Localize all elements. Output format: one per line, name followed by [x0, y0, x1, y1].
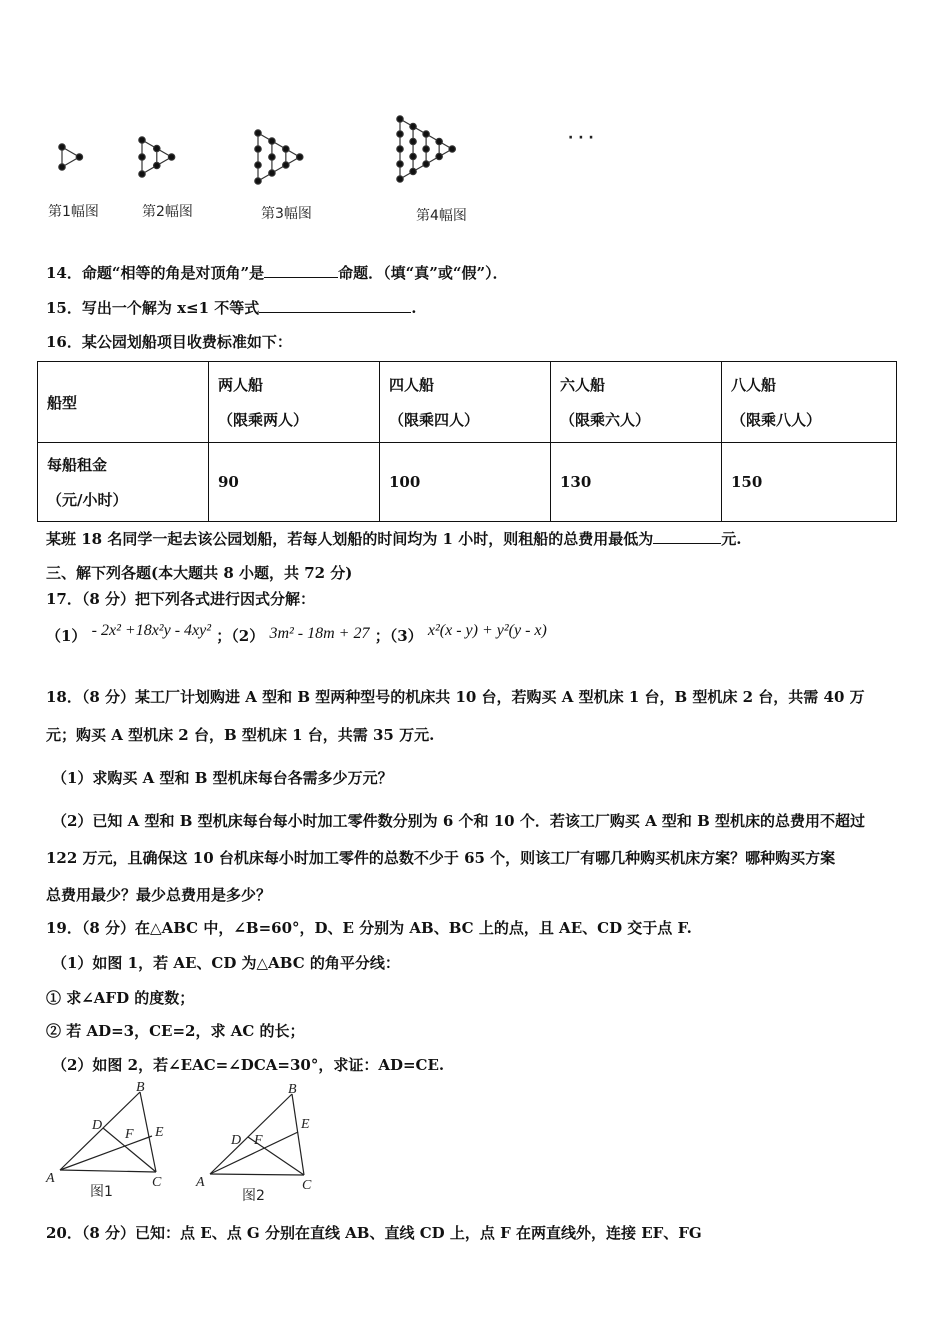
- label-E: E: [301, 1117, 310, 1132]
- figure-2-caption: 图2: [242, 1188, 265, 1204]
- pattern-dot: [139, 154, 145, 160]
- pattern-dot: [59, 144, 65, 150]
- pattern-dot: [139, 137, 145, 143]
- label-A: A: [196, 1175, 205, 1190]
- table-header-rent: 每船租金 （元/小时）: [38, 443, 209, 522]
- question-18-sub2-line2: 122 万元，且确保这 10 台机床每小时加工零件的总数不少于 65 个，则该工厂有哪几种购买机床方案？哪种购买方案: [46, 849, 836, 867]
- pattern-dot: [139, 171, 145, 177]
- triangle-figure-1: [40, 1078, 185, 1203]
- pattern-dot: [436, 153, 442, 159]
- question-19-line1: 19．（8 分）在△ABC 中，∠B=60°，D、E 分别为 AB、BC 上的点，且 AE、CD 交于点 F.: [46, 919, 692, 937]
- dot-pattern-figures: [40, 95, 640, 205]
- pattern-dot: [297, 154, 303, 160]
- pattern-dot: [397, 131, 403, 137]
- table-cell-price: 90: [209, 443, 380, 522]
- pattern-dot: [410, 168, 416, 174]
- pattern-dot: [410, 123, 416, 129]
- pattern-dot: [397, 176, 403, 182]
- pattern-dot: [168, 154, 174, 160]
- pattern-dot: [397, 146, 403, 152]
- question-18-sub1: （1）求购买 A 型和 B 型机床每台各需多少万元？: [52, 769, 393, 787]
- pattern-dot: [154, 145, 160, 151]
- label-F: F: [125, 1127, 134, 1142]
- pattern-edge: [258, 157, 300, 181]
- label-A: A: [46, 1171, 55, 1186]
- pattern-dot: [410, 138, 416, 144]
- pattern-dot: [423, 146, 429, 152]
- expression-2: 3m² - 18m + 27: [269, 625, 370, 642]
- question-19-step1: ① 求∠AFD 的度数；: [46, 989, 195, 1007]
- question-16-ask: 某班 18 名同学一起去该公园划船，若每人划船的时间均为 1 小时，则租船的总费用最低为 元.: [46, 530, 742, 548]
- figure-caption-4: 第4幅图: [416, 208, 467, 224]
- pattern-dot: [423, 131, 429, 137]
- table-header-boat-type: 船型: [38, 362, 209, 443]
- expression-3: x²(x - y) + y²(y - x): [427, 622, 547, 639]
- pattern-dot: [255, 130, 261, 136]
- section-heading: 三、解下列各题(本大题共 8 小题，共 72 分): [46, 564, 353, 582]
- pattern-dot: [269, 170, 275, 176]
- pattern-dot: [255, 178, 261, 184]
- table-cell-boat-6: 六人船 （限乘六人）: [551, 362, 722, 443]
- table-cell-price: 130: [551, 443, 722, 522]
- boat-fee-table: [37, 361, 897, 522]
- question-19-sub1: （1）如图 1，若 AE、CD 为△ABC 的角平分线：: [52, 954, 400, 972]
- table-cell-boat-8: 八人船 （限乘八人）: [722, 362, 897, 443]
- question-20-line1: 20．（8 分）已知：点 E、点 G 分别在直线 AB、直线 CD 上，点 F 在两直线外，连接 EF、FG: [46, 1224, 702, 1242]
- pattern-dot: [423, 161, 429, 167]
- pattern-dot: [410, 153, 416, 159]
- pattern-dot: [283, 146, 289, 152]
- table-cell-boat-4: 四人船 （限乘四人）: [380, 362, 551, 443]
- expression-1: - 2x² +18x²y - 4xy²: [91, 622, 212, 639]
- pattern-dot: [59, 164, 65, 170]
- pattern-dot: [283, 162, 289, 168]
- label-C: C: [302, 1178, 312, 1193]
- label-B: B: [288, 1082, 297, 1097]
- pattern-dot: [154, 162, 160, 168]
- question-18-sub2-line1: （2）已知 A 型和 B 型机床每台每小时加工零件数分别为 6 个和 10 个．若该工厂购买 A 型和 B 型机床的总费用不超过: [52, 812, 866, 830]
- pattern-dot: [449, 146, 455, 152]
- question-17-expressions: （1） - 2x² +18x²y - 4xy² ；（2） 3m² - 18m + 27 ；（3） x²(x - y) + y²(y - x): [46, 622, 547, 645]
- label-D: D: [231, 1133, 242, 1148]
- figure-caption-3: 第3幅图: [261, 206, 312, 222]
- figure-1-caption: 图1: [90, 1184, 113, 1200]
- table-cell-price: 100: [380, 443, 551, 522]
- triangle-figure-2: [192, 1080, 337, 1205]
- pattern-edge: [258, 133, 300, 157]
- question-14: 14．命题“相等的角是对顶角”是 命题．（填“真”或“假”）．: [46, 264, 508, 282]
- label-F: F: [254, 1133, 263, 1148]
- question-17-title: 17．（8 分）把下列各式进行因式分解：: [46, 590, 316, 608]
- question-18-sub2-line3: 总费用最少？最少总费用是多少？: [46, 886, 272, 904]
- table-cell-price: 150: [722, 443, 897, 522]
- pattern-dot: [269, 138, 275, 144]
- table-cell-boat-2: 两人船 （限乘两人）: [209, 362, 380, 443]
- pattern-dot: [397, 116, 403, 122]
- pattern-dot: [269, 154, 275, 160]
- question-16-title: 16．某公园划船项目收费标准如下：: [46, 333, 292, 351]
- pattern-dot: [76, 154, 82, 160]
- label-D: D: [92, 1118, 103, 1133]
- label-B: B: [136, 1080, 145, 1095]
- figure-caption-1: 第1幅图: [48, 204, 99, 220]
- question-18-line1: 18．（8 分）某工厂计划购进 A 型和 B 型两种型号的机床共 10 台，若购买 A 型机床 1 台，B 型机床 2 台，共需 40 万: [46, 688, 865, 706]
- pattern-dot: [397, 161, 403, 167]
- figure-ellipsis: · · ·: [568, 130, 594, 146]
- label-E: E: [155, 1125, 164, 1140]
- question-19-sub2: （2）如图 2，若∠EAC=∠DCA=30°，求证：AD=CE.: [52, 1056, 445, 1074]
- question-15: 15．写出一个解为 x≤1 不等式 .: [46, 299, 417, 317]
- pattern-dot: [436, 138, 442, 144]
- figure-caption-2: 第2幅图: [142, 204, 193, 220]
- pattern-dot: [255, 162, 261, 168]
- question-18-line2: 元；购买 A 型机床 2 台，B 型机床 1 台，共需 35 万元.: [46, 726, 435, 744]
- pattern-dot: [255, 146, 261, 152]
- question-19-step2: ② 若 AD=3，CE=2，求 AC 的长；: [46, 1022, 305, 1040]
- label-C: C: [152, 1175, 162, 1190]
